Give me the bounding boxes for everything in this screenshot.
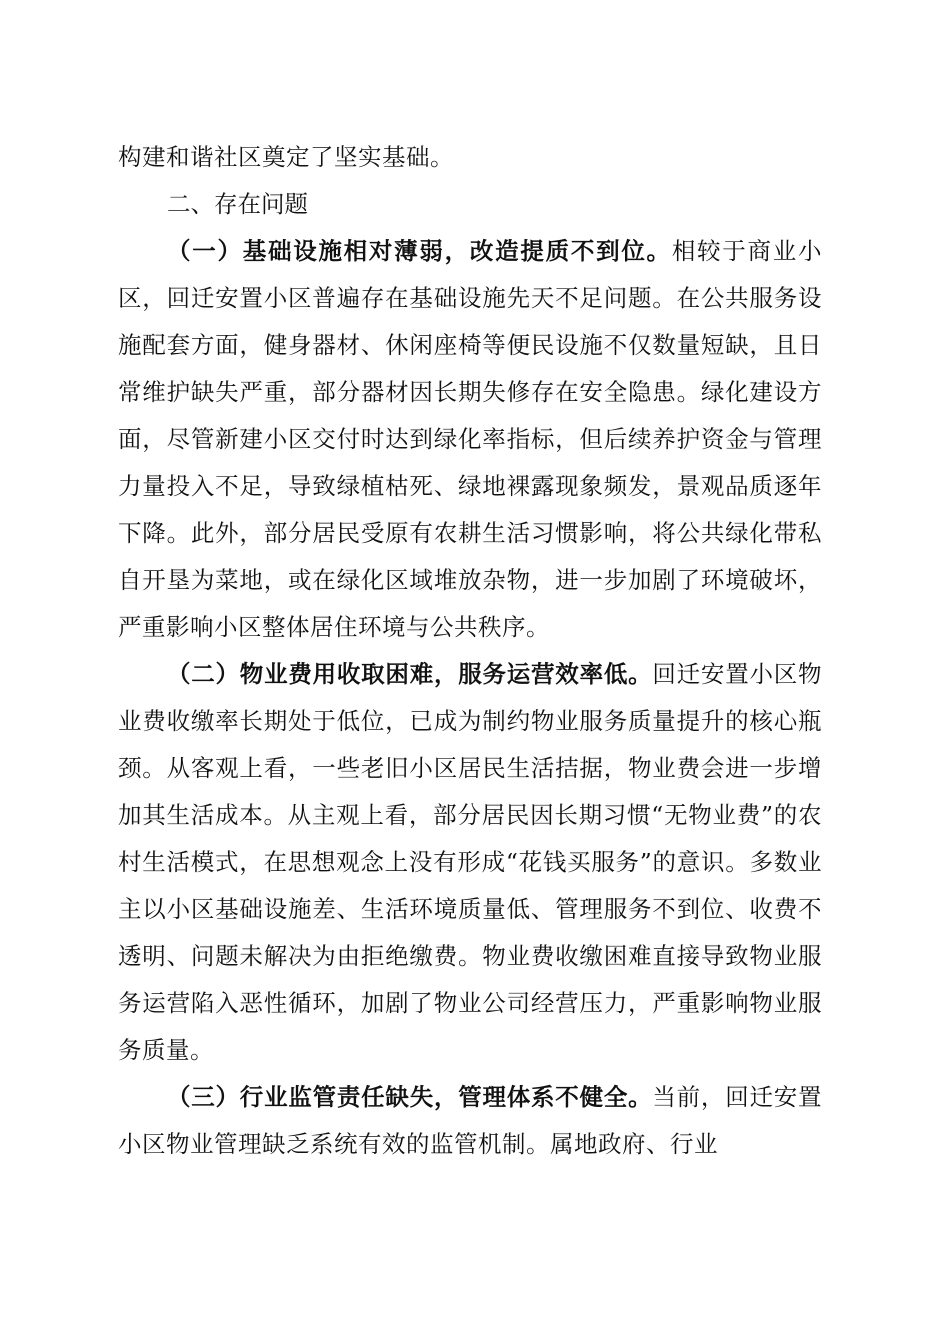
- paragraph-2-body: 回迁安置小区物业费收缴率长期处于低位，已成为制约物业服务质量提升的核心瓶颈。从客观上看，一些老旧小区居民生活拮据，物业费会进一步增加其生活成本。从主观上看，部分居民因长期习惯“无物业费”的农村生活模式，在思想观念上没有形成“花钱买服务”的意识。多数业主以小区基础设施差、生活环境质量低、管理服务不到位、收费不透明、问题未解决为由拒绝缴费。物业费收缴困难直接导致物业服务运营陷入恶性循环，加剧了物业公司经营压力，严重影响物业服务质量。: [118, 660, 823, 1064]
- paragraph-3: [118, 1074, 822, 1168]
- paragraph-1-body: 相较于商业小区，回迁安置小区普遍存在基础设施先天不足问题。在公共服务设施配套方面，健身器材、休闲座椅等便民设施不仅数量短缺，且日常维护缺失严重，部分器材因长期失修存在安全隐患。绿化建设方面，尽管新建小区交付时达到绿化率指标，但后续养护资金与管理力量投入不足，导致绿植枯死、绿地裸露现象频发，景观品质逐年下降。此外，部分居民受原有农耕生活习惯影响，将公共绿化带私自开垦为菜地，或在绿化区域堆放杂物，进一步加剧了环境破坏，严重影响小区整体居住环境与公共秩序。: [118, 237, 823, 641]
- continuation-text: 构建和谐社区奠定了坚实基础。: [118, 143, 454, 171]
- paragraph-3-lead: （三）行业监管责任缺失，管理体系不健全。: [167, 1083, 653, 1111]
- document-body: [118, 134, 822, 1168]
- paragraph-1-lead: （一）基础设施相对薄弱，改造提质不到位。: [167, 237, 672, 265]
- paragraph-2: [118, 651, 822, 1074]
- paragraph-3-body: 当前，回迁安置小区物业管理缺乏系统有效的监管机制。属地政府、行业: [118, 1083, 823, 1158]
- paragraph-2-lead: （二）物业费用收取困难，服务运营效率低。: [167, 660, 653, 688]
- section-heading: 二、存在问题: [167, 190, 308, 218]
- paragraph-1: [118, 228, 822, 651]
